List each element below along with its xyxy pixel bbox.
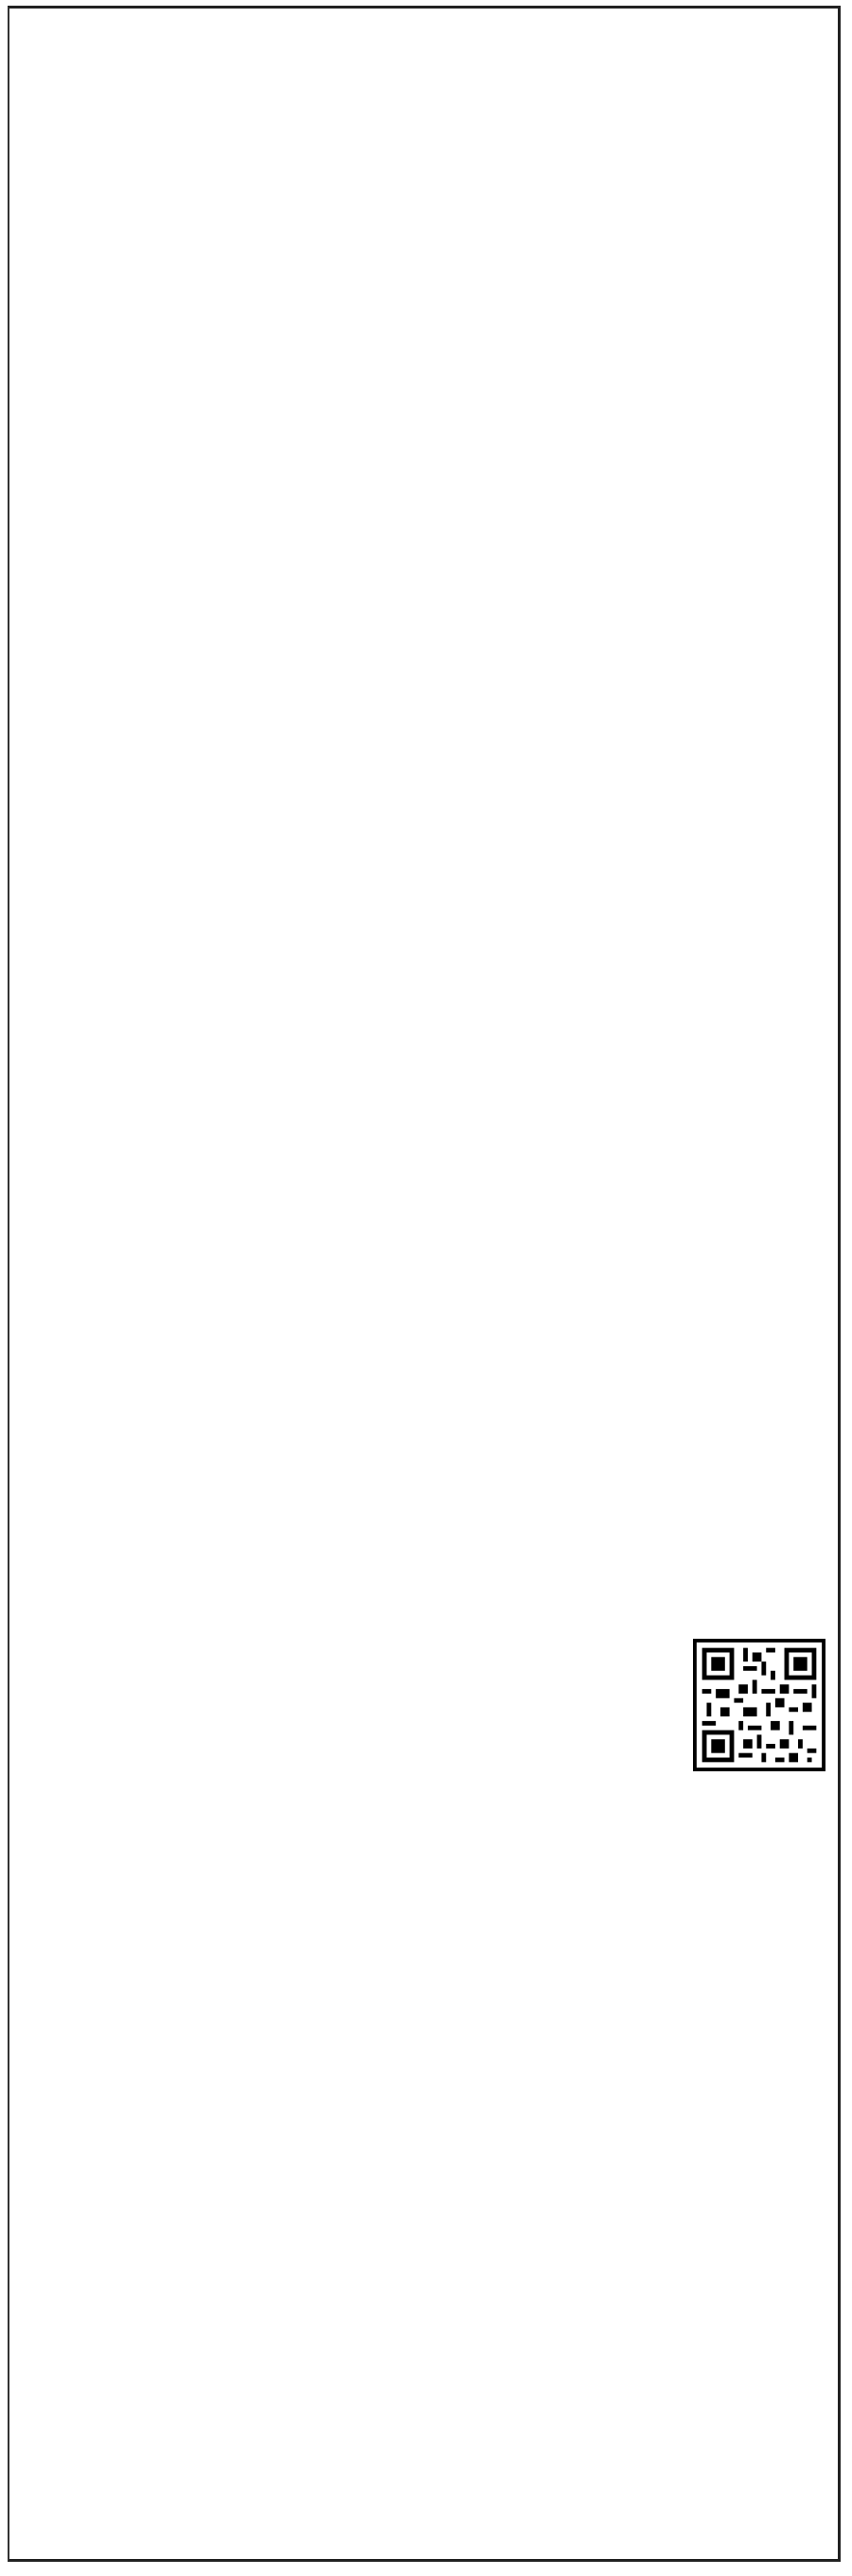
qr-code-graphic (693, 1639, 825, 1771)
qr-code-icon (687, 1633, 834, 1780)
document-border (8, 6, 841, 2562)
